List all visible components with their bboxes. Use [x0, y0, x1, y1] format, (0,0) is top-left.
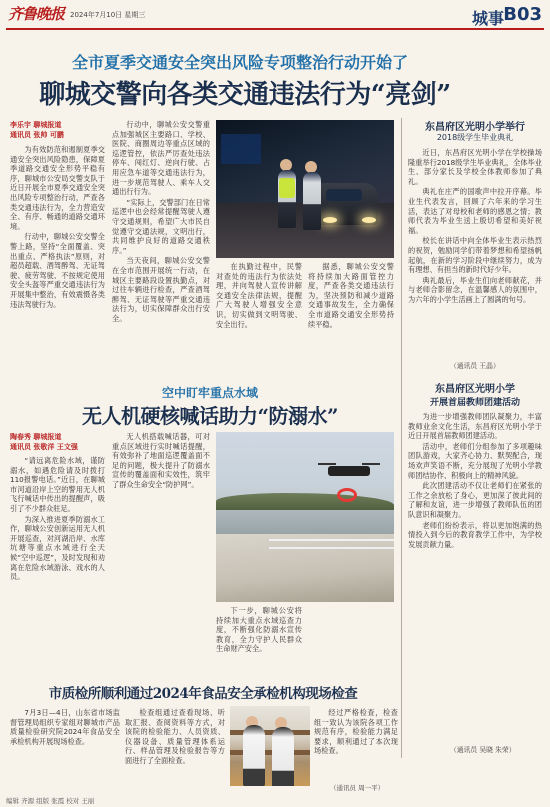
story1-col2 [112, 120, 210, 378]
story1-col3 [216, 262, 302, 378]
story1-headline: 聊城交警向各类交通违法行为“亮剑” [39, 80, 451, 110]
byline-correspondent: 通讯员 张敬洋 王文强 [10, 443, 78, 451]
byline-reporter: 陶春秀 聊城报道 [10, 433, 62, 441]
column-divider [401, 118, 402, 758]
paragraph: 典礼最后，毕业生们向老师献花，并与老师合影留念，在温馨感人的氛围中，为六年的小学生活画上了圆满的句号。 [408, 275, 542, 304]
side-signoff-2: （通讯员 吴晓 朱荣） [450, 746, 516, 754]
side-headline-2: 东昌府区光明小学 [435, 384, 515, 395]
paragraph: 此次团建活动不仅让老师们在紧张的工作之余放松了身心，更加深了彼此间的了解和友谊，进一步增强了教师队伍的团队意识和凝聚力。 [408, 481, 542, 519]
paragraph: 典礼在庄严的国歌声中拉开序幕。毕业生代表发言，回顾了六年来的学习生活，表达了对母校和老师的感恩之情；教师代表为毕业生送上殷切希望和美好祝福。 [408, 187, 542, 235]
paragraph: 据悉，聊城公安交警将持续加大路面管控力度，严查各类交通违法行为，坚决预防和减少道路交通事故发生，全力确保全市道路交通安全形势持续平稳。 [308, 262, 394, 329]
story2-col1 [10, 456, 105, 671]
side-story-body [408, 148, 542, 358]
traffic-police-photo [216, 120, 394, 258]
paragraph: 为深入推进夏季防溺水工作，聊城公安创新运用无人机开展巡查，对河湖沿岸、水库坑塘等重点水域进行全天候“空中巡逻”，及时发现和劝离在危险水域游泳、戏水的人员。 [10, 514, 105, 582]
side-subhead-2: 开展首届教师团建活动 [429, 398, 520, 408]
story3-signoff: （通讯员 周一平） [330, 784, 385, 792]
paragraph: “实际上，交警部门在日常巡逻中也会经常提醒驾驶人遵守交通规则，希望广大市民自觉遵守交通法规，文明出行，共同维护良好的道路交通秩序。” [112, 197, 210, 255]
paragraph: 下一步，聊城公安将持续加大重点水域巡查力度，不断强化防溺水宣传教育，全力守护人民群众生命财产安全。 [216, 606, 302, 654]
story2-headline: 无人机硬核喊话助力“防溺水” [81, 404, 338, 428]
paragraph: 行动中，聊城公安交警重点加强城区主要路口、学校、医院、商圈周边等重点区域的巡逻管控，依法严厉查处违法停车、闯红灯、逆向行驶、占用应急车道等交通违法行为，进一步规范驾驶人、乘车人交通出行行为。 [112, 120, 210, 197]
inspection-photo [230, 706, 310, 786]
story2-col2 [112, 432, 210, 672]
story3-col2 [125, 708, 225, 792]
paragraph: “请远离危险水域，谨防溺水，如遇危险请及时拨打110报警电话。”近日，在聊城市河道沿岸上空的警用无人机飞行喊话中传出的提醒声，吸引了不少群众驻足。 [10, 456, 105, 513]
byline-reporter: 李乐宇 聊城报道 [10, 121, 62, 129]
story1-col1 [10, 145, 105, 379]
page-footer: 编辑 齐源 组版 张霞 校对 王丽 [6, 797, 95, 805]
paragraph: 近日，东昌府区光明小学在学校操场隆重举行2018级学生毕业典礼，全体毕业生、部分家长及学校全体教师参加了典礼。 [408, 148, 542, 186]
paragraph: 老师们纷纷表示，将以更加饱满的热情投入到今后的教育教学工作中，为学校发展贡献力量。 [408, 520, 542, 549]
paragraph: 活动中，老师们分组参加了多项趣味团队游戏，大家齐心协力、默契配合，现场欢声笑语不断，充分展现了光明小学教师团结协作、积极向上的精神风貌。 [408, 441, 542, 480]
story3-headline: 市质检所顺利通过2024年食品安全承检机构现场检查 [48, 686, 358, 702]
story2-byline [10, 432, 105, 452]
paragraph: 行动中，聊城公安交警全警上路，坚持“全面覆盖、突出重点、严格执法”原则，对超员超载、酒驾醉驾、无证驾驶、疲劳驾驶、不按规定使用安全头盔等严重交通违法行为开展集中整治，有效震慑各类违法驾驶行为。 [10, 232, 105, 309]
story1-col4 [308, 262, 394, 378]
paragraph: 为有效防范和遏制夏季交通安全突出风险隐患，保障夏季道路交通安全形势平稳有序，聊城市公安局交警支队于近日开展全市夏季交通安全突出风险专项整治行动，严查各类交通违法行为，全力营造安全、有序、畅通的道路交通环境。 [10, 145, 105, 231]
story1-kicker: 全市夏季交通安全突出风险专项整治行动开始了 [71, 53, 408, 72]
paragraph: 7月3日—4日，山东省市场监督管理局组织专家组对聊城市产品质量检验研究院2024年食品安全承检机构开展现场检查。 [10, 708, 120, 746]
byline-correspondent: 通讯员 张帅 可鹏 [10, 131, 64, 139]
paragraph: 无人机搭载喊话器，可对重点区域进行实时喊话提醒，有效弥补了地面巡逻覆盖面不足的问题，极大提升了防溺水宣传的覆盖面和实效性，筑牢了群众生命安全“防护网”。 [112, 432, 210, 489]
story3-col3 [314, 708, 398, 784]
drone-river-photo [216, 432, 394, 602]
paragraph: 检查组通过查看现场、听取汇报、查阅资料等方式，对该院的检验能力、人员资质、仪器设备、质量管理体系运行、样品管理及检验报告等方面进行了全面检查。 [125, 708, 225, 765]
story1-byline [10, 120, 105, 140]
page-number: B03 [503, 4, 542, 25]
story2-col3 [216, 606, 302, 670]
story2-kicker: 空中盯牢重点水域 [161, 386, 258, 400]
paragraph: 校长在讲话中向全体毕业生表示热烈的祝贺，勉励同学们带着梦想和希望扬帆起航，在新的学习阶段中继续努力，成为有理想、有担当的新时代好少年。 [408, 236, 542, 275]
side-signoff: （通讯员 王晶） [450, 362, 500, 370]
side-subhead: 2018级学生毕业典礼 [436, 133, 514, 142]
issue-date: 2024年7月10日 星期三 [70, 11, 146, 19]
paragraph: 经过严格检查，检查组一致认为该院各项工作规范有序，检验能力满足要求，顺利通过了本次现场检查。 [314, 708, 398, 756]
paragraph: 为进一步增强教师团队凝聚力，丰富教师业余文化生活，东昌府区光明小学于近日开展首届教师团建活动。 [408, 412, 542, 441]
newspaper-logo: 齐鲁晚报 [8, 5, 65, 23]
section-name: 城事 [471, 9, 504, 28]
paragraph: 在执勤过程中，民警对查处的违法行为依法处理，并向驾驶人宣传讲解交通安全法律法规，提醒广大驾驶人增强安全意识，切实做到文明驾驶、安全出行。 [216, 262, 302, 329]
side-headline: 东昌府区光明小学举行 [425, 122, 525, 133]
story3-col1 [10, 708, 120, 792]
side-story2-body [408, 412, 542, 742]
masthead [6, 2, 544, 30]
paragraph: 当天夜间，聊城公安交警在全市范围开展统一行动，在城区主要路段设置执勤点，对过往车辆进行检查，严查酒驾醉驾、无证驾驶等严重交通违法行为，切实保障群众出行安全。 [112, 256, 210, 323]
